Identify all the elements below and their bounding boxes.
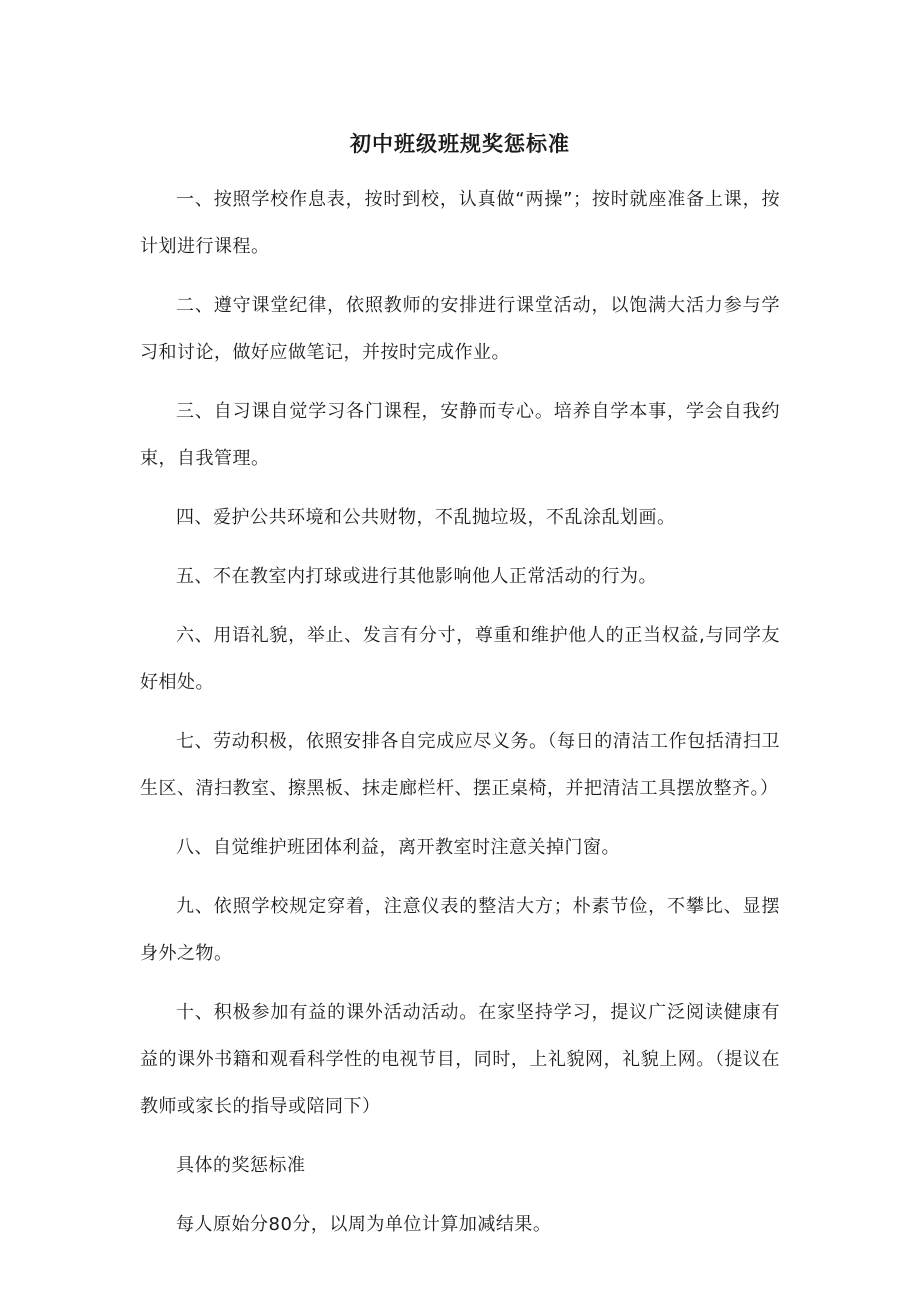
rule-paragraph-8: 八、自觉维护班团体利益，离开教室时注意关掉门窗。 [176,837,620,858]
section-subheading: 具体的奖惩标准 [176,1155,306,1176]
rule-paragraph-1: 一、按照学校作息表，按时到校，认真做“两操”；按时就座准备上课，按计划进行课程。 [140,189,780,257]
rule-paragraph-2: 二、遵守课堂纪律，依照教师的安排进行课堂活动，以饱满大活力参与学习和讨论，做好应做笔记，并按时完成作业。 [140,295,780,363]
page-title: 初中班级班规奖惩标准 [350,132,570,156]
rule-paragraph-4: 四、爱护公共环境和公共财物，不乱抛垃圾，不乱涂乱划画。 [176,507,676,528]
closing-paragraph: 每人原始分80分，以周为单位计算加减结果。 [176,1214,552,1235]
rule-paragraph-7: 七、劳动积极，依照安排各自完成应尽义务。（每日的清洁工作包括清扫卫生区、清扫教室、擦黑板、抹走廊栏杆、摆正桌椅，并把清洁工具摆放整齐。） [140,731,780,799]
document-body [140,176,780,1260]
rule-paragraph-5: 五、不在教室内打球或进行其他影响他人正常活动的行为。 [176,566,657,587]
rule-paragraph-3: 三、自习课自觉学习各门课程，安静而专心。培养自学本事，学会自我约束，自我管理。 [140,401,780,469]
rule-paragraph-6: 六、用语礼貌，举止、发言有分寸，尊重和维护他人的正当权益,与同学友好相处。 [140,625,780,693]
rule-paragraph-10: 十、积极参加有益的课外活动活动。在家坚持学习，提议广泛阅读健康有益的课外书籍和观看科学性的电视节目，同时，上礼貌网，礼貌上网。（提议在教师或家长的指导或陪同下） [140,1002,780,1117]
rule-paragraph-9: 九、依照学校规定穿着，注意仪表的整洁大方；朴素节俭，不攀比、显摆身外之物。 [140,896,780,964]
